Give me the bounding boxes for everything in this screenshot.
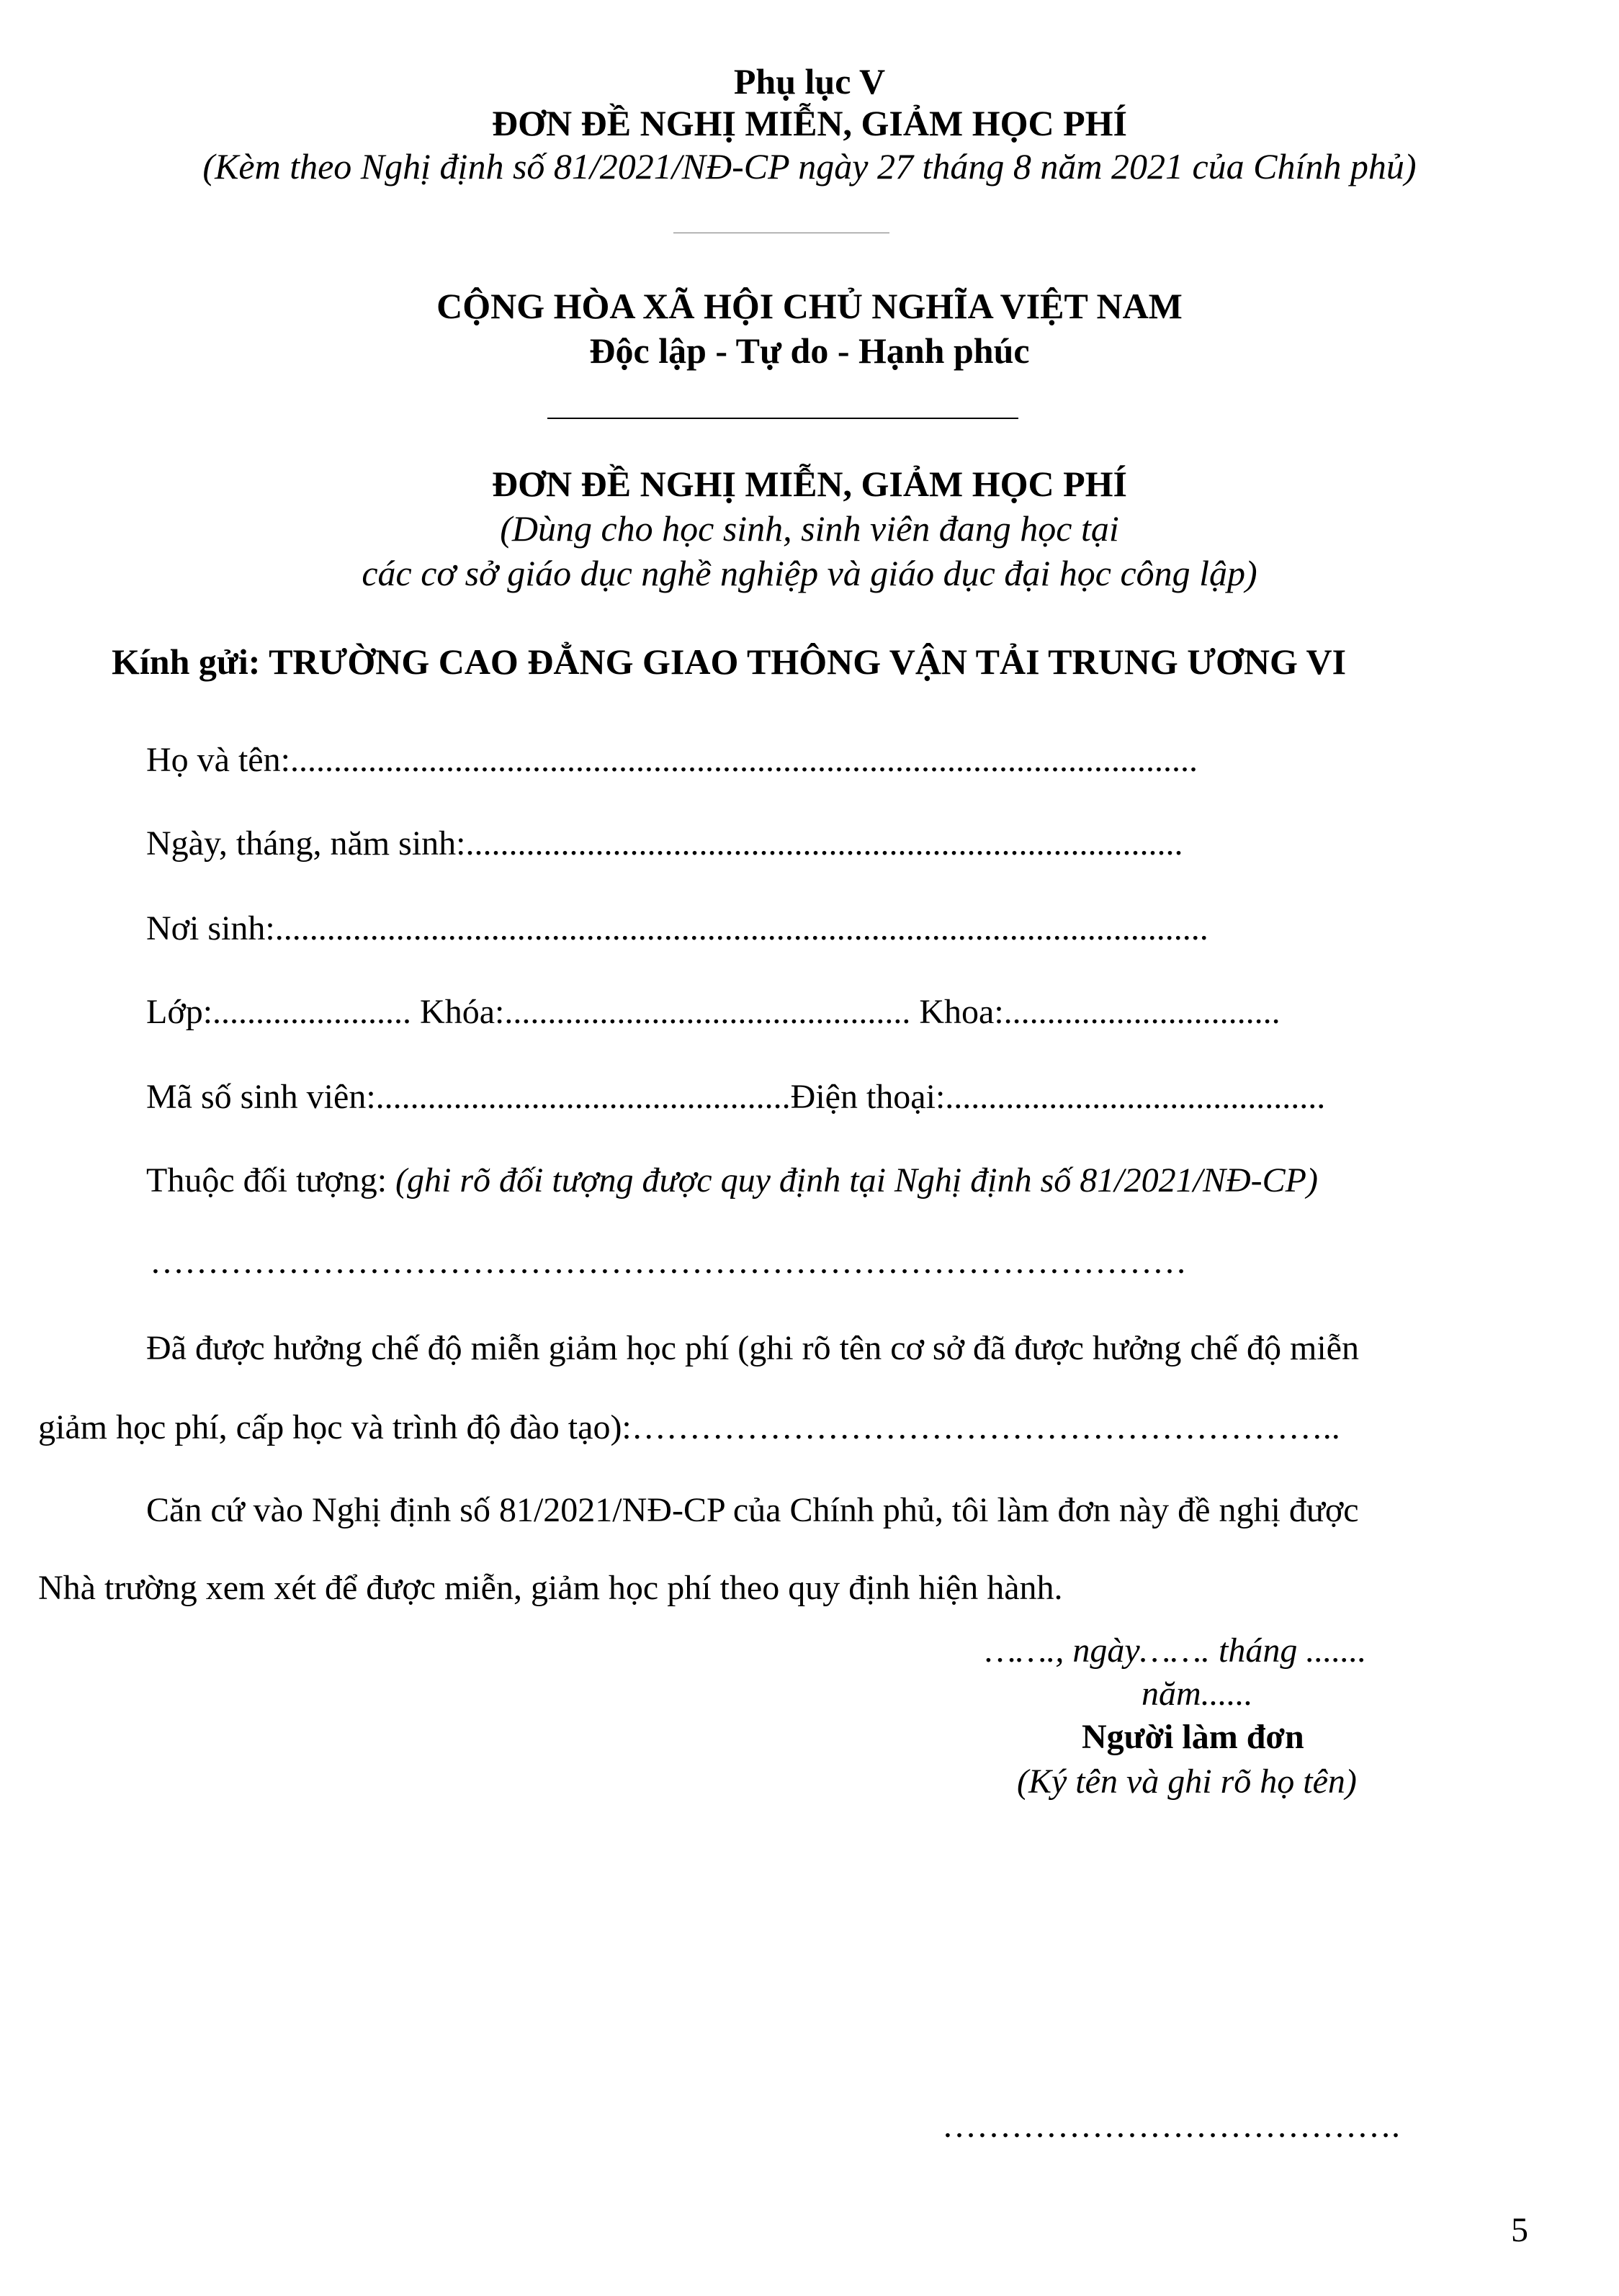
student-id-phone-field[interactable]: Mã số sinh viên:................................................Điện thoại:............................................ [146,1078,1326,1116]
target-group-label: Thuộc đối tượng: [146,1161,396,1199]
form-subtitle-2: các cơ sở giáo dục nghề nghiệp và giáo dục đại học công lập) [362,553,1257,593]
birthplace-field[interactable]: Nơi sinh:............................................................................................................ [146,909,1208,947]
exemption-history-line-2[interactable]: giảm học phí, cấp học và trình độ đào tạo):…………………………………………………….. [38,1408,1340,1446]
header-form-title: ĐƠN ĐỀ NGHỊ MIỄN, GIẢM HỌC PHÍ [492,103,1127,143]
signer-title: Người làm đơn [1082,1718,1304,1756]
target-group-hint: (ghi rõ đối tượng được quy định tại Nghị định số 81/2021/NĐ-CP) [395,1161,1318,1199]
target-group-line [146,1161,1318,1200]
dob-field[interactable]: Ngày, tháng, năm sinh:................................................................................... [146,824,1183,863]
signature-instruction: (Ký tên và ghi rõ họ tên) [1017,1762,1357,1801]
exemption-history-line-1: Đã được hưởng chế độ miễn giảm học phí (ghi rõ tên cơ sở đã được hưởng chế độ miễn [146,1329,1359,1367]
year-line[interactable]: năm...... [1142,1675,1253,1713]
request-paragraph-line-2: Nhà trường xem xét để được miễn, giảm học phí theo quy định hiện hành. [38,1569,1063,1607]
recipient-label: Kính gửi: [112,641,261,682]
target-group-field[interactable]: ……………………………………………………………………………… [150,1243,1187,1281]
name-field[interactable]: Họ và tên:......................................................................................................... [146,741,1198,779]
signature-field[interactable]: …………………………………. [942,2107,1400,2145]
recipient-line [112,641,1346,683]
form-title: ĐƠN ĐỀ NGHỊ MIỄN, GIẢM HỌC PHÍ [492,464,1127,504]
class-course-faculty-field[interactable]: Lớp:....................... Khóa:............................................... Khoa:................................ [146,993,1281,1031]
date-line[interactable]: ……., ngày……. tháng ....... [985,1631,1367,1670]
motto-underline [547,418,1018,419]
page-number: 5 [1511,2211,1528,2249]
form-subtitle-1: (Dùng cho học sinh, sinh viên đang học tại [500,508,1119,549]
national-motto: Độc lập - Tự do - Hạnh phúc [589,330,1030,371]
country-name: CỘNG HÒA XÃ HỘI CHỦ NGHĨA VIỆT NAM [436,286,1183,326]
recipient-school: TRƯỜNG CAO ĐẲNG GIAO THÔNG VẬN TẢI TRUNG ƯƠNG VI [269,641,1347,682]
appendix-label: Phụ lục V [733,61,886,102]
request-paragraph-line-1: Căn cứ vào Nghị định số 81/2021/NĐ-CP của Chính phủ, tôi làm đơn này đề nghị được [146,1491,1359,1529]
decree-note: (Kèm theo Nghị định số 81/2021/NĐ-CP ngày 27 tháng 8 năm 2021 của Chính phủ) [202,146,1417,186]
